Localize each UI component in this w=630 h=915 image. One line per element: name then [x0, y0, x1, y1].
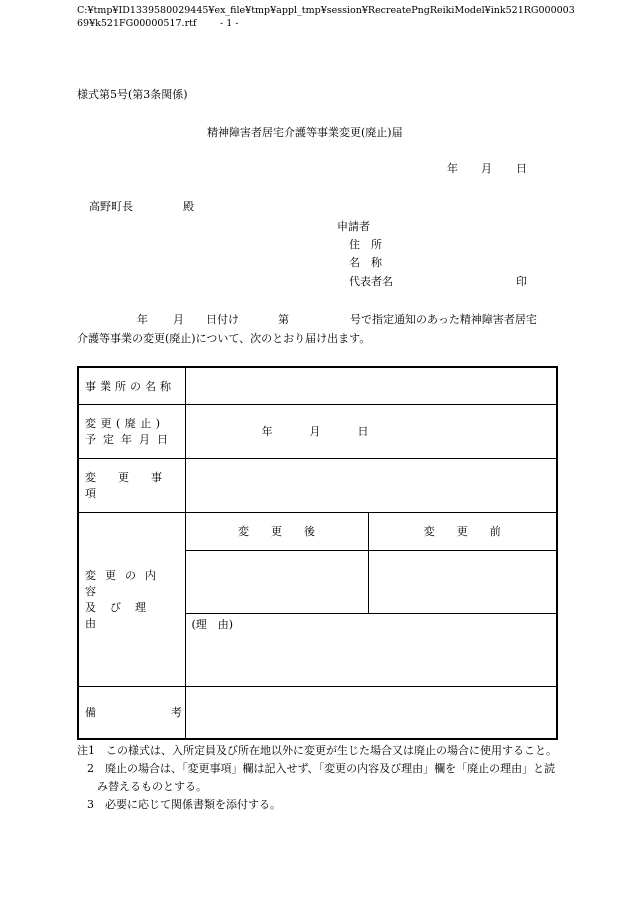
reason-field[interactable] [185, 613, 557, 686]
change-items-text: 変更事項 [85, 471, 184, 500]
after-change-field[interactable] [185, 550, 368, 613]
note-3: 3 必要に応じて関係書類を添付する。 [87, 798, 281, 811]
date-year: 年 [447, 162, 458, 175]
addressee-honorific: 殿 [183, 200, 194, 213]
scheduled-month: 月 [309, 424, 321, 438]
form-title: 精神障害者居宅介護等事業変更(廃止)届 [207, 126, 403, 139]
applicant-heading: 申請者 [337, 220, 370, 233]
notification-table [77, 366, 558, 740]
seal-mark: 印 [516, 275, 527, 288]
page-marker: - 1 - [220, 18, 239, 29]
change-content-line1: 変更の内容 [85, 569, 165, 598]
note-2: 2 廃止の場合は、「変更事項」欄は記入せず、「変更の内容及び理由」欄を「廃止の理由」と読み替えるものとする。 [87, 762, 556, 793]
remarks-char-1: 備 [85, 706, 96, 720]
remarks-text [85, 704, 182, 720]
office-name-text: 事業所の名称 [85, 379, 175, 393]
remarks-label [78, 686, 185, 739]
date-day: 日 [516, 162, 527, 175]
notes-section [77, 742, 559, 814]
scheduled-year: 年 [261, 424, 273, 438]
note-1: 注1 この様式は、入所定員及び所在地以外に変更が生じた場合又は廃止の場合に使用すること。 [77, 744, 557, 757]
change-content-label [78, 512, 185, 686]
remarks-char-2: 考 [171, 706, 182, 720]
applicant-name-label: 名 称 [349, 256, 382, 269]
scheduled-date-line1: 変更(廃止) [85, 417, 165, 430]
addressee-name: 高野町長 [89, 200, 133, 213]
change-content-line2: 及び理由 [85, 601, 160, 630]
body-number-prefix: 第 [278, 313, 289, 326]
applicant-address-label: 住 所 [349, 238, 382, 251]
reason-label: (理 由) [191, 617, 234, 631]
file-path-line1: C:¥tmp¥ID1339580029445¥ex_file¥tmp¥appl_tmp¥session¥RecreatePngReikiModel¥ink521RG000003 [77, 5, 575, 16]
form-number: 様式第5号(第3条関係) [77, 88, 188, 101]
office-name-label [78, 367, 185, 404]
scheduled-date-label [78, 404, 185, 458]
scheduled-day: 日 [357, 424, 369, 438]
office-name-field[interactable] [185, 367, 557, 404]
body-year: 年 [137, 313, 148, 326]
change-items-label [78, 458, 185, 512]
date-month: 月 [481, 162, 492, 175]
scheduled-date-line2: 予定年月日 [85, 433, 175, 446]
before-change-header: 変 更 前 [368, 512, 557, 550]
scheduled-date-field[interactable] [185, 404, 557, 458]
remarks-field[interactable] [185, 686, 557, 739]
body-line2: 介護等事業の変更(廃止)について、次のとおり届け出ます。 [77, 332, 371, 345]
applicant-rep-label: 代表者名 [349, 275, 393, 288]
change-items-field[interactable] [185, 458, 557, 512]
body-month: 月 [173, 313, 184, 326]
before-change-field[interactable] [368, 550, 557, 613]
file-path-line2: 69¥k521FG00000517.rtf [77, 18, 197, 29]
body-dated: 日付け [206, 313, 239, 326]
after-change-header: 変 更 後 [185, 512, 368, 550]
body-line1-rest: 号で指定通知のあった精神障害者居宅 [350, 313, 537, 326]
